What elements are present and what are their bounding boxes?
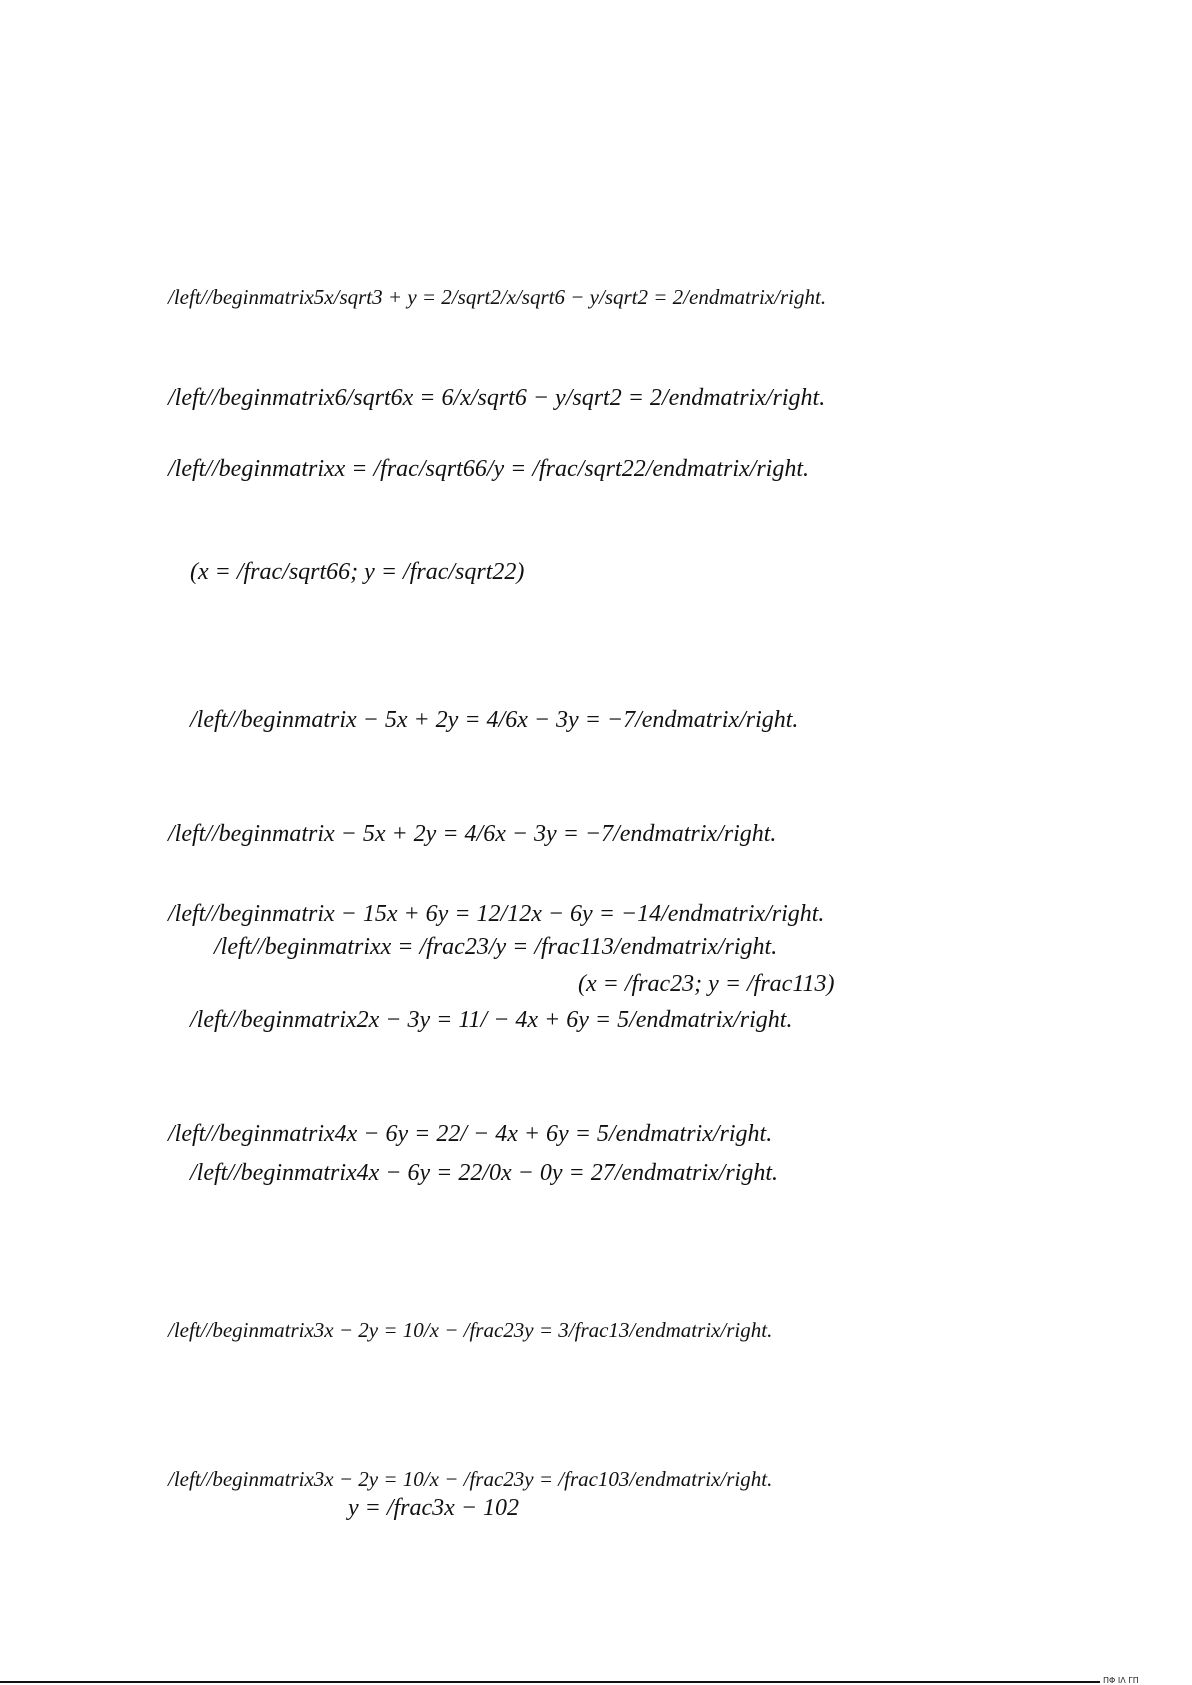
equation-13: /left//beginmatrix3x − 2y = 10/x − /frac23y = 3/frac13/endmatrix/right. [168, 1318, 773, 1342]
equation-6: /left//beginmatrix − 5x + 2y = 4/6x − 3y = −7/endmatrix/right. [168, 821, 777, 847]
equation-2: /left//beginmatrix6/sqrt6x = 6/x/sqrt6 − y/sqrt2 = 2/endmatrix/right. [168, 385, 826, 411]
equation-4: (x = /frac/sqrt66; y = /frac/sqrt22) [190, 559, 525, 585]
equation-3: /left//beginmatrixx = /frac/sqrt66/y = /frac/sqrt22/endmatrix/right. [168, 456, 810, 482]
footer-rule [0, 1681, 1100, 1683]
corner-label: ΠΦ ΙΛ ΓΠ [1103, 1676, 1139, 1685]
equation-5: /left//beginmatrix − 5x + 2y = 4/6x − 3y = −7/endmatrix/right. [190, 707, 799, 733]
equation-12: /left//beginmatrix4x − 6y = 22/0x − 0y = 27/endmatrix/right. [190, 1160, 779, 1186]
equation-7: /left//beginmatrix − 15x + 6y = 12/12x − 6y = −14/endmatrix/right. [168, 901, 825, 927]
equation-11: /left//beginmatrix4x − 6y = 22/ − 4x + 6y = 5/endmatrix/right. [168, 1121, 773, 1147]
equation-10: /left//beginmatrix2x − 3y = 11/ − 4x + 6y = 5/endmatrix/right. [190, 1007, 793, 1033]
equation-8: /left//beginmatrixx = /frac23/y = /frac113/endmatrix/right. [214, 934, 778, 960]
equation-9: (x = /frac23; y = /frac113) [578, 971, 835, 997]
equation-15: y = /frac3x − 102 [348, 1495, 520, 1521]
equation-14: /left//beginmatrix3x − 2y = 10/x − /frac23y = /frac103/endmatrix/right. [168, 1467, 773, 1491]
equation-1: /left//beginmatrix5x/sqrt3 + y = 2/sqrt2/x/sqrt6 − y/sqrt2 = 2/endmatrix/right. [168, 285, 827, 309]
